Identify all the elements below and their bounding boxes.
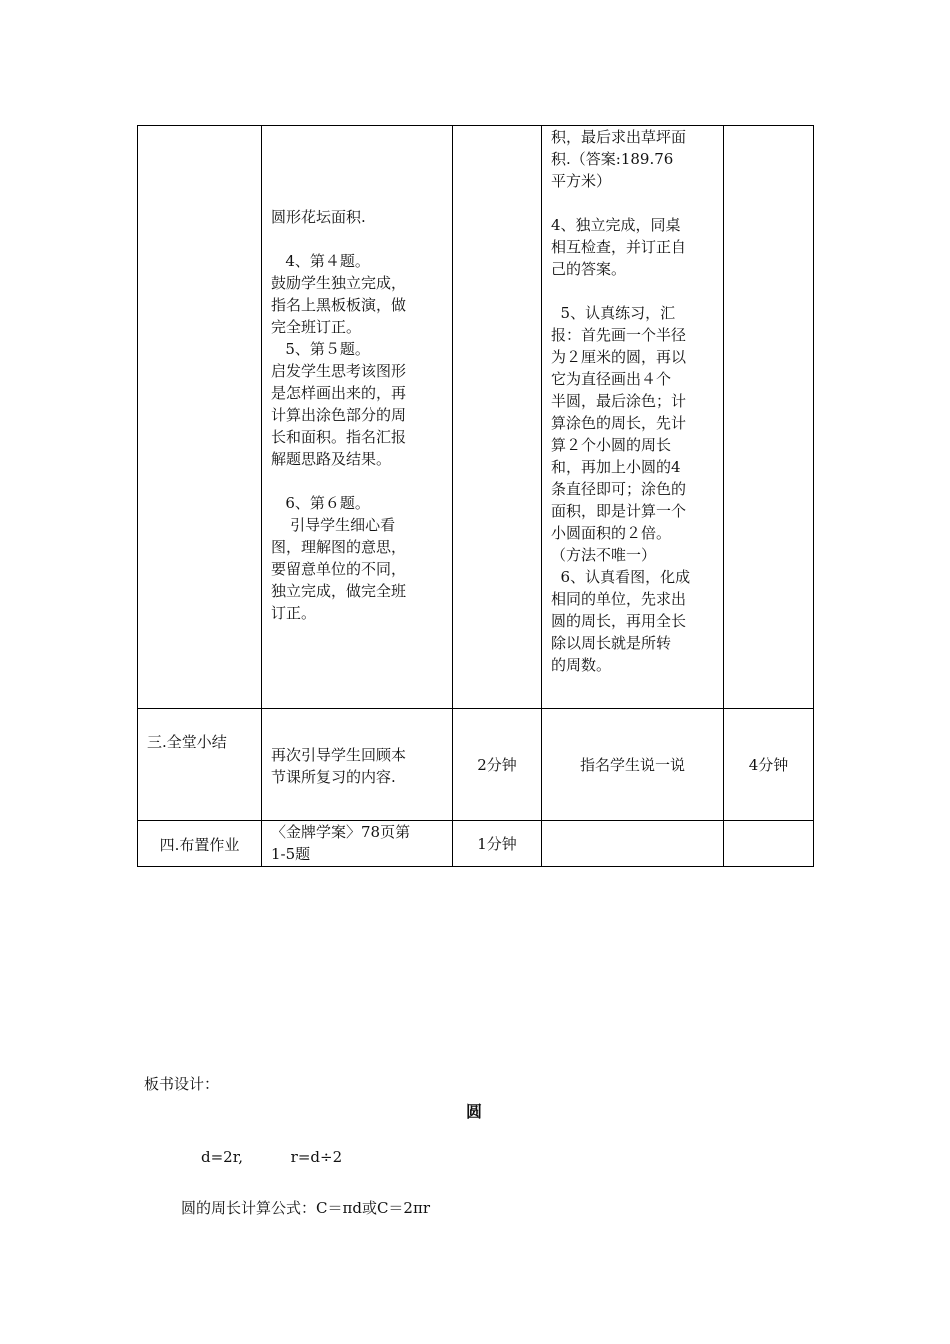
text-line: 面积，即是计算一个 [551,502,687,520]
text-line: 报：首先画一个半径 [551,326,687,344]
text-line: 5、第５题。 [271,340,370,358]
text-line: 订正。 [271,604,317,622]
text-line: 算２个小圆的周长 [551,436,672,454]
circumference-formula: 圆的周长计算公式：C＝πd或C＝2πr [181,1199,430,1217]
text-line: 独立完成，做完全班 [271,582,407,600]
text-line: 启发学生思考该图形 [271,362,407,380]
text-line: 半圆，最后涂色；计 [551,392,687,410]
text-line: 引导学生细心看 [271,516,396,534]
text-line [271,228,443,250]
teacher-activity-cell [262,126,453,709]
table-row [138,709,814,821]
time-cell: 4分钟 [724,709,814,821]
text-line: 是怎样画出来的，再 [271,384,407,402]
time-cell: 1分钟 [453,821,542,867]
text-line: 相互检查，并订正自 [551,238,687,256]
text-line: 除以周长就是所转 [551,634,672,652]
time-cell [724,821,814,867]
stage-label: 四.布置作业 [159,835,240,854]
text-line: 指名上黑板板演，做 [271,296,407,314]
stage-label: 三.全堂小结 [147,733,227,751]
text-line: 4、独立完成，同桌 [551,216,681,234]
stage-cell [138,126,262,709]
text-line: 相同的单位，先求出 [551,590,687,608]
text-line: 〈金牌学案〉78页第 [271,823,411,841]
text-line: 己的答案。 [551,260,627,278]
text-line: 小圆面积的２倍。 [551,524,672,542]
text-line: 它为直径画出４个 [551,370,672,388]
lesson-plan-table [137,125,814,867]
text-line: 5、认真练习，汇 [551,304,676,322]
text-line: 完全班订正。 [271,318,362,336]
text-line: （方法不唯一） [551,546,657,564]
text-line: 和，再加上小圆的4 [551,458,681,476]
text-line: 要留意单位的不同， [271,560,407,578]
text-line: 计算出涂色部分的周 [271,406,407,424]
stage-cell [138,821,262,867]
text-line: 积，最后求出草坪面 [551,128,687,146]
board-heading: 圆 [466,1102,483,1121]
student-activity-cell: 指名学生说一说 [542,709,724,821]
text-line: 的周数。 [551,656,612,674]
time-cell: 2分钟 [453,709,542,821]
text-line: 6、认真看图，化成 [551,568,691,586]
teacher-activity-cell [262,709,453,821]
text-line [551,192,714,214]
teacher-activity-cell [262,821,453,867]
text-line: 算涂色的周长，先计 [551,414,687,432]
text-line: 圆的周长，再用全长 [551,612,687,630]
time-cell [724,126,814,709]
table-row [138,126,814,709]
radius-diameter-formula: d=2r, r=d÷2 [201,1148,343,1166]
text-line [271,470,443,492]
text-line: 图，理解图的意思， [271,538,407,556]
time-cell [453,126,542,709]
text-line: 长和面积。指名汇报 [271,428,407,446]
text-line: 节课所复习的内容. [271,767,396,786]
text-line [551,280,714,302]
text-line: 为２厘米的圆，再以 [551,348,687,366]
stage-cell [138,709,262,821]
text-line: 积.（答案:189.76 [551,150,674,168]
text-line: 圆形花坛面积. [271,208,366,226]
student-activity-cell [542,821,724,867]
board-design-label: 板书设计： [144,1075,220,1093]
text-line: 平方米） [551,172,612,190]
text-line: 再次引导学生回顾本 [271,745,407,764]
text-line: 4、第４题。 [271,252,370,270]
text-line: 6、第６题。 [271,494,370,512]
text-line: 鼓励学生独立完成， [271,274,407,292]
table-row [138,821,814,867]
student-activity-cell [542,126,724,709]
text-line: 条直径即可；涂色的 [551,480,687,498]
text-line: 1-5题 [271,845,311,863]
text-line: 解题思路及结果。 [271,450,392,468]
